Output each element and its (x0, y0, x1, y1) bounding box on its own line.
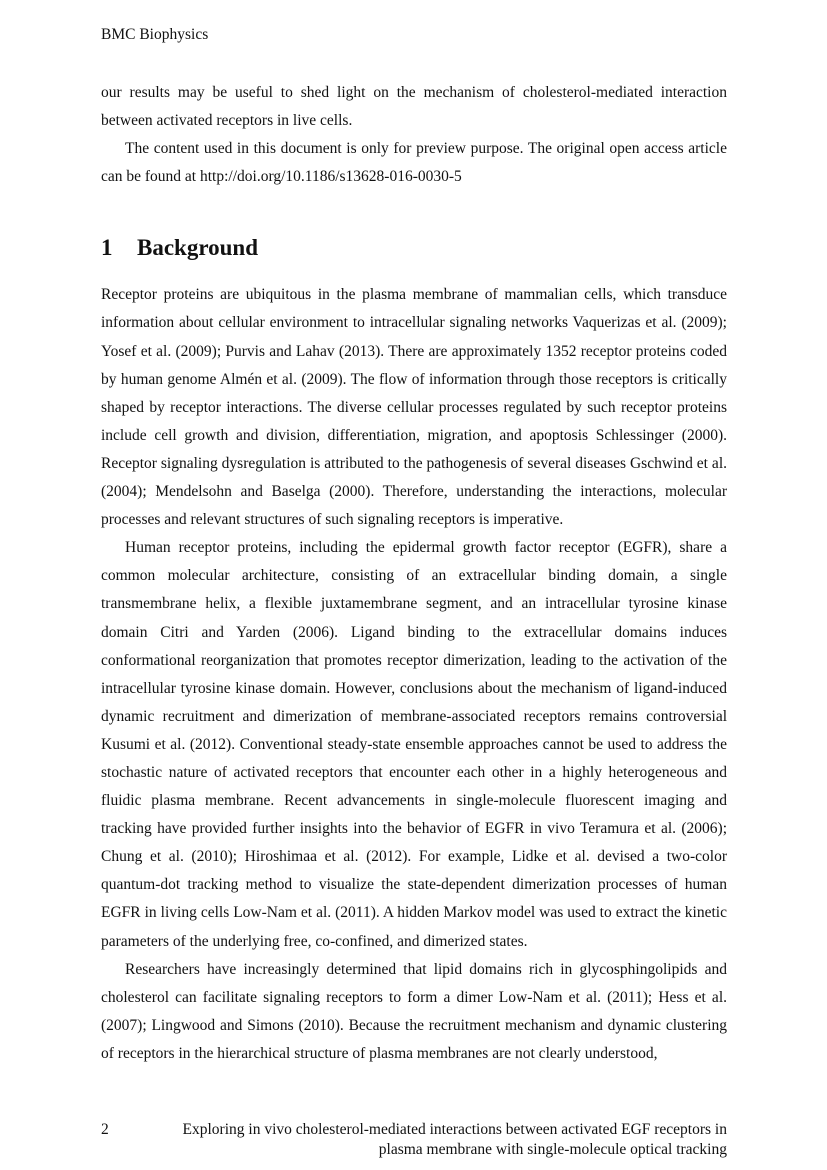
page-footer (101, 1120, 727, 1160)
body-paragraph-1: Receptor proteins are ubiquitous in the plasma membrane of mammalian cells, which transduce information about cellular environment to intracellular signaling networks Vaquerizas et al. (2009); Yosef et al. (2009); Purvis and Lahav (2013). There are approximately 1352 receptor proteins coded by human genome Almén et al. (2009). The flow of information through those receptors is critically shaped by receptor interactions. The diverse cellular processes regulated by such receptor proteins include cell growth and division, differentiation, migration, and apoptosis Schlessinger (2000). Receptor signaling dysregulation is attributed to the pathogenesis of several diseases Gschwind et al. (2004); Mendelsohn and Baselga (2000). Therefore, understanding the interactions, molecular processes and relevant structures of such signaling receptors is imperative. (101, 286, 727, 529)
section-title: Background (137, 235, 259, 261)
section-heading (101, 233, 727, 263)
page-body (101, 79, 727, 1068)
body-paragraph-3: Researchers have increasingly determined that lipid domains rich in glycosphingolipids and cholesterol can facilitate signaling receptors to form a dimer Low-Nam et al. (2011); Hess et al. (2007); Lingwood and Simons (2010). Because the recruitment mechanism and dynamic clustering of receptors in the hierarchical structure of plasma membranes are not clearly understood, (101, 960, 727, 1062)
body-paragraph-2: Human receptor proteins, including the epidermal growth factor receptor (EGFR), share a common molecular architecture, consisting of an extracellular binding domain, a single transmembrane helix, a flexible juxtamembrane segment, and an intracellular tyrosine kinase domain Citri and Yarden (2006). Ligand binding to the extracellular domains induces conformational reorganization that promotes receptor dimerization, leading to the activation of the intracellular tyrosine kinase domain. However, conclusions about the mechanism of ligand-induced dynamic recruitment and dimerization of membrane-associated receptors remains controversial Kusumi et al. (2012). Conventional steady-state ensemble approaches cannot be used to address the stochastic nature of activated receptors that encounter each other in a highly heterogeneous and fluidic plasma membrane. Recent advancements in single-molecule fluorescent imaging and tracking have provided further insights into the behavior of EGFR in vivo Teramura et al. (2006); Chung et al. (2010); Hiroshimaa et al. (2012). For example, Lidke et al. devised a two-color quantum-dot tracking method to visualize the state-dependent dimerization processes of human EGFR in living cells Low-Nam et al. (2011). A hidden Markov model was used to extract the kinetic parameters of the underlying free, co-confined, and dimerized states. (101, 539, 727, 950)
footer-title: Exploring in vivo cholesterol-mediated interactions between activated EGF receptors in plasma membrane with single-molecule optical tracking (182, 1121, 727, 1158)
section-number: 1 (101, 235, 113, 261)
page-number: 2 (101, 1121, 109, 1138)
running-head: BMC Biophysics (101, 26, 209, 43)
intro-paragraph-2: The content used in this document is only for preview purpose. The original open access article can be found at http://doi.org/10.1186/s13628-016-0030-5 (101, 140, 727, 186)
intro-paragraph-1: our results may be useful to shed light on the mechanism of cholesterol-mediated interaction between activated receptors in live cells. (101, 84, 727, 130)
